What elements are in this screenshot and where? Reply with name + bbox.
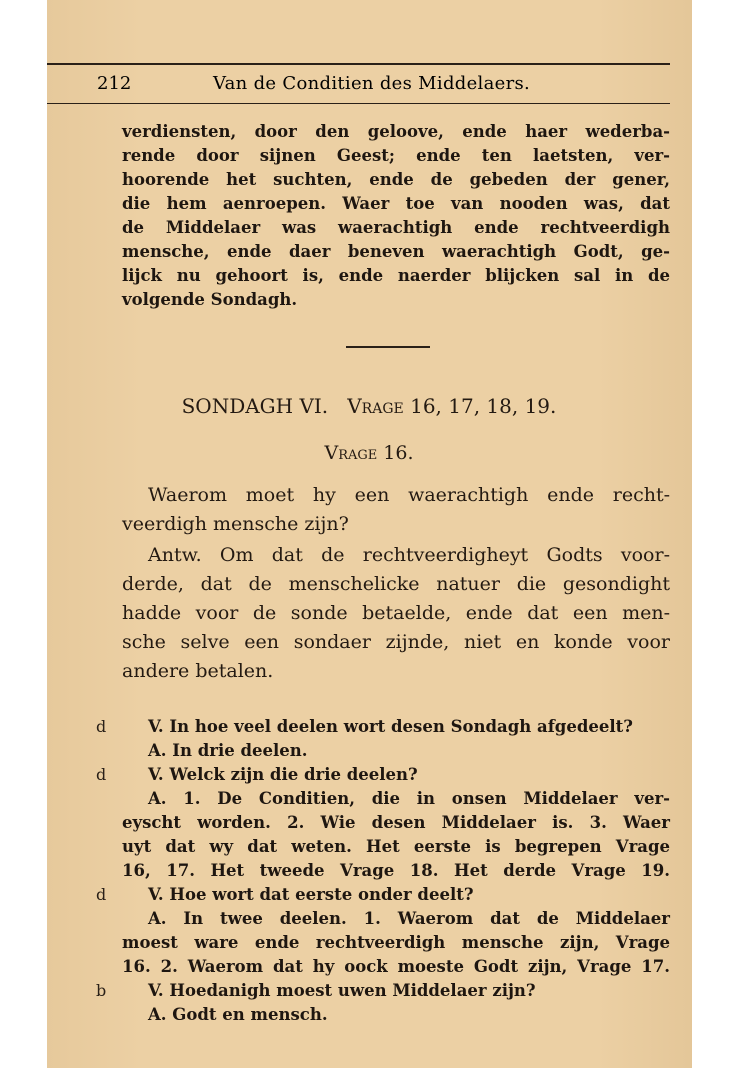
catechism-line: uyt dat wy dat weten. Het eerste is begrepen Vrage bbox=[122, 837, 670, 856]
heading-prefix: SONDAGH VI. bbox=[181, 394, 329, 418]
margin-marker: d bbox=[96, 885, 107, 904]
section-heading bbox=[0, 394, 738, 418]
question-number: 16. bbox=[383, 442, 414, 464]
intro-line: die hem aenroepen. Waer toe van nooden was, dat bbox=[122, 194, 670, 213]
answer-line: derde, dat de menschelicke natuer die gesondight bbox=[122, 573, 670, 595]
answer-line: hadde voor de sonde betaelde, ende dat een men- bbox=[122, 602, 670, 624]
catechism-line: 16, 17. Het tweede Vrage 18. Het derde Vrage 19. bbox=[122, 861, 670, 880]
margin-marker: d bbox=[96, 765, 107, 784]
question-line: Waerom moet hy een waerachtigh ende recht- bbox=[148, 484, 670, 506]
question-word: Vrage bbox=[324, 442, 378, 464]
header-bottom-rule bbox=[47, 103, 670, 104]
header-top-rule bbox=[47, 63, 670, 65]
margin-marker: b bbox=[96, 981, 107, 1000]
heading-word: Vrage bbox=[347, 394, 404, 418]
intro-line: lijck nu gehoort is, ende naerder blijcken sal in de bbox=[122, 266, 670, 285]
catechism-line: 16. 2. Waerom dat hy oock moeste Godt zijn, Vrage 17. bbox=[122, 957, 670, 976]
answer-line: sche selve een sondaer zijnde, niet en konde voor bbox=[122, 631, 670, 653]
catechism-line: A. In drie deelen. bbox=[148, 741, 308, 760]
intro-line: hoorende het suchten, ende de gebeden der gener, bbox=[122, 170, 670, 189]
answer-line: andere betalen. bbox=[122, 660, 274, 682]
running-title: Van de Conditien des Middelaers. bbox=[213, 73, 531, 94]
catechism-line: V. In hoe veel deelen wort desen Sondagh afgedeelt? bbox=[148, 717, 633, 736]
catechism-line: A. 1. De Conditien, die in onsen Middelaer ver- bbox=[148, 789, 670, 808]
intro-line: rende door sijnen Geest; ende ten laetsten, ver- bbox=[122, 146, 670, 165]
intro-line: de Middelaer was waerachtigh ende rechtveerdigh bbox=[122, 218, 670, 237]
heading-numbers: 16, 17, 18, 19. bbox=[410, 394, 557, 418]
question-heading bbox=[0, 442, 738, 464]
intro-line: volgende Sondagh. bbox=[122, 290, 298, 309]
answer-line: Antw. Om dat de rechtveerdigheyt Godts voor- bbox=[148, 544, 670, 566]
catechism-line: A. In twee deelen. 1. Waerom dat de Middelaer bbox=[148, 909, 670, 928]
margin-marker: d bbox=[96, 717, 107, 736]
page-number: 212 bbox=[97, 73, 132, 94]
catechism-line: V. Welck zijn die drie deelen? bbox=[148, 765, 418, 784]
catechism-line: V. Hoedanigh moest uwen Middelaer zijn? bbox=[148, 981, 536, 1000]
catechism-line: eyscht worden. 2. Wie desen Middelaer is. 3. Waer bbox=[122, 813, 670, 832]
intro-line: mensche, ende daer beneven waerachtigh Godt, ge- bbox=[122, 242, 670, 261]
catechism-line: A. Godt en mensch. bbox=[148, 1005, 328, 1024]
question-line: veerdigh mensche zijn? bbox=[122, 513, 349, 535]
catechism-line: moest ware ende rechtveerdigh mensche zijn, Vrage bbox=[122, 933, 670, 952]
intro-line: verdiensten, door den geloove, ende haer wederba- bbox=[122, 122, 670, 141]
section-divider bbox=[346, 346, 430, 348]
catechism-line: V. Hoe wort dat eerste onder deelt? bbox=[148, 885, 474, 904]
